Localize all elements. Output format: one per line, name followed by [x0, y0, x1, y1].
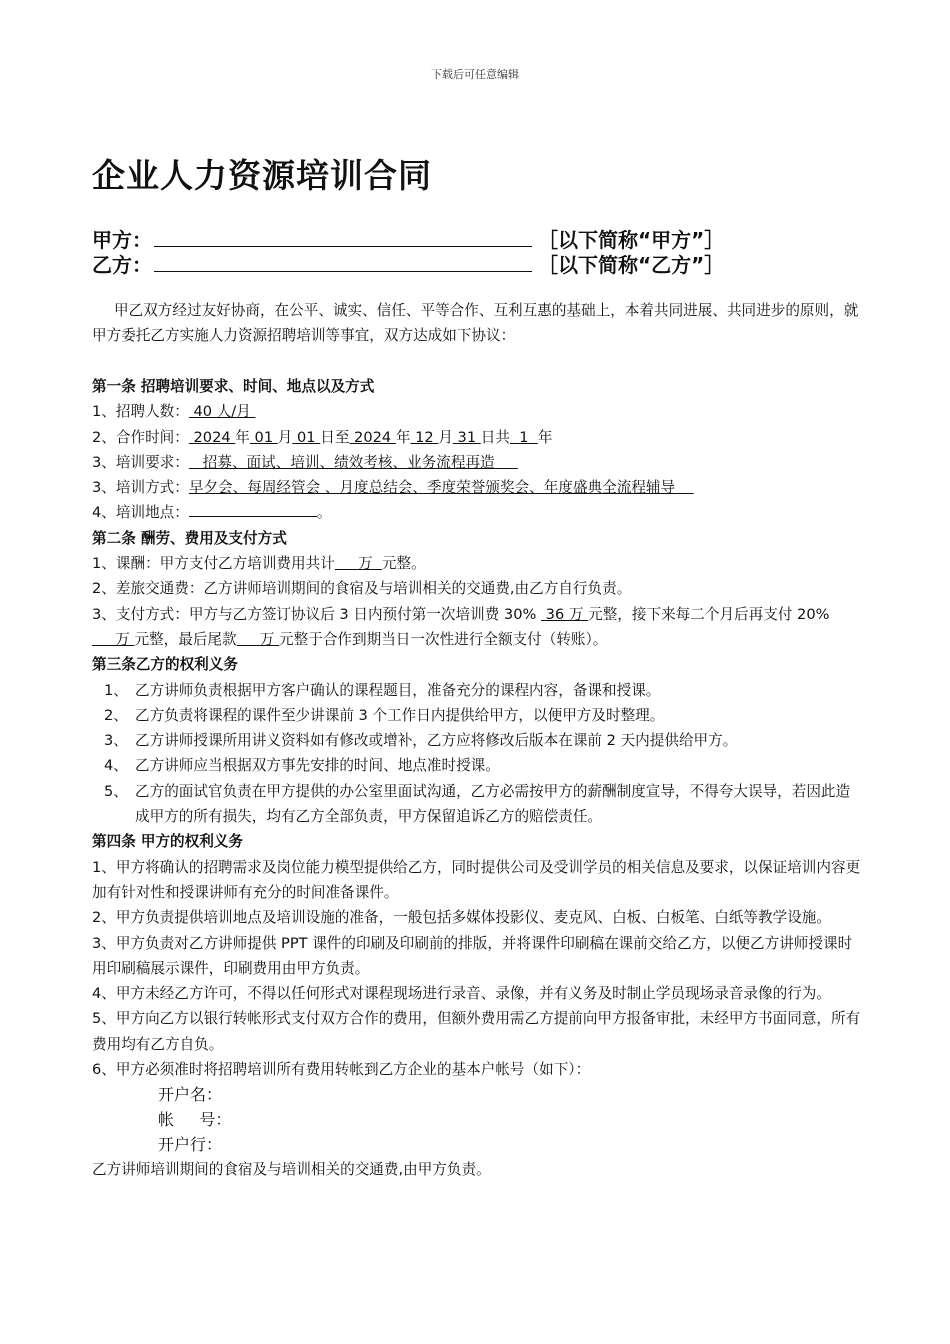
intro-paragraph: 甲乙双方经过友好协商，在公平、诚实、信任、平等合作、互利互惠的基础上，本着共同进展、共同进步的原则，就甲方委托乙方实施人力资源招聘培训等事宜，双方达成如下协议： [92, 302, 859, 345]
art3-item-num: 4、 [104, 757, 128, 775]
art1-item-5-label: 4、培训地点： [92, 504, 189, 522]
art1-item-3-label: 3、培训要求： [92, 453, 189, 471]
art3-item-text: 乙方讲师授课所用讲义资料如有修改或增补，乙方应将修改后版本在课前 2 天内提供给甲方。 [135, 732, 738, 750]
art2-item-3-b: 元整，接下来每二个月后再支付 20% [588, 605, 830, 623]
art1-item-4 [92, 475, 862, 500]
first-payment: 36 万 [541, 605, 589, 623]
art2-item-3-d: 元整于合作到期当日一次性进行全额支付（转账）。 [279, 630, 608, 648]
fee-total: 万 [334, 555, 382, 573]
art4-item: 5、甲方向乙方以银行转帐形式支付双方合作的费用，但额外费用需乙方提前向甲方报备审批，未经甲方书面同意，所有费用均有乙方自负。 [92, 1010, 861, 1053]
art3-item-text: 乙方的面试官负责在甲方提供的办公室里面试沟通，乙方必需按甲方的薪酬制度宣导，不得夸大误导，若因此造成甲方的所有损失，均有乙方全部负责，甲方保留追诉乙方的赔偿责任。 [135, 782, 851, 826]
party-a-blank[interactable] [154, 226, 532, 247]
art3-item-text: 乙方负责将课程的课件至少讲课前 3 个工作日内提供给甲方，以便甲方及时整理。 [135, 706, 665, 724]
party-b-suffix: ［以下简称“乙方”］ [538, 253, 725, 277]
contract-title: 企业人力资源培训合同 [92, 156, 432, 195]
art3-item-text: 乙方讲师应当根据双方事先安排的时间、地点准时授课。 [135, 757, 500, 775]
art2-item-1-end: 元整。 [381, 555, 426, 573]
art3-item-num: 5、 [104, 782, 128, 800]
art1-item-4-value: 早夕会、每周经管会 、月度总结会、季度荣誉颁奖会、年度盛典全流程辅导 [188, 479, 694, 497]
art4-item: 1、甲方将确认的招聘需求及岗位能力模型提供给乙方，同时提供公司及受训学员的相关信息及要求，以保证培训内容更加有针对性和授课讲师有充分的时间准备课件。 [92, 858, 861, 901]
art1-item-1 [92, 399, 862, 424]
text-month-2: 月 [438, 428, 453, 446]
art2-item-1 [92, 551, 862, 576]
art1-item-5-end: 。 [316, 504, 332, 522]
text-day-total: 日共 [480, 428, 510, 446]
duration-years: 1 [509, 428, 538, 446]
art1-item-3 [92, 450, 862, 475]
art3-item [92, 703, 862, 728]
final-payment: 万 [236, 630, 280, 648]
party-a-label: 甲方： [92, 228, 152, 252]
header-note: 下载后可任意编辑 [431, 68, 519, 81]
text-day-to: 日至 [320, 428, 350, 446]
start-day: 01 [292, 428, 321, 446]
article-1-title: 第一条 招聘培训要求、时间、地点以及方式 [92, 378, 375, 395]
art3-item [92, 678, 862, 703]
art1-item-3-value: 招募、面试、培训、绩效考核、业务流程再造 [188, 453, 518, 471]
article-1 [92, 374, 862, 1183]
end-month: 12 [410, 428, 439, 446]
training-location-blank[interactable] [189, 500, 317, 517]
art3-item-num: 1、 [104, 681, 128, 699]
art3-item [92, 779, 862, 830]
art2-item-1-text: 1、课酬：甲方支付乙方培训费用共计 [92, 555, 335, 573]
closing-line: 乙方讲师培训期间的食宿及与培训相关的交通费,由甲方负责。 [92, 1161, 491, 1179]
end-day: 31 [452, 428, 481, 446]
account-name-label: 开户名： [158, 1085, 223, 1105]
end-year: 2024 [349, 428, 396, 446]
second-payment: 万 [92, 630, 135, 648]
art4-item: 3、甲方负责对乙方讲师提供 PPT 课件的印刷及印刷前的排版，并将课件印刷稿在课前交给乙方，以便乙方讲师授课时用印刷稿展示课件，印刷费用由甲方负责。 [92, 934, 853, 977]
account-bank-label: 开户行： [158, 1135, 223, 1155]
art4-item: 6、甲方必须准时将招聘培训所有费用转帐到乙方企业的基本户帐号（如下）： [92, 1061, 591, 1079]
art4-item: 4、甲方未经乙方许可，不得以任何形式对课程现场进行录音、录像，并有义务及时制止学员现场录音录像的行为。 [92, 985, 831, 1003]
art3-item-num: 2、 [104, 706, 128, 724]
art3-item [92, 728, 862, 753]
party-b-blank[interactable] [154, 251, 532, 272]
art1-item-1-value: 40 人/月 [188, 403, 256, 421]
art4-item: 2、甲方负责提供培训地点及培训设施的准备，一般包括多媒体投影仪、麦克风、白板、白板笔、白纸等教学设施。 [92, 909, 831, 927]
art2-item-3-c: 元整，最后尾款 [134, 630, 237, 648]
text-year-3: 年 [537, 428, 553, 446]
article-4-title: 第四条 甲方的权利义务 [92, 833, 244, 851]
art3-item [92, 753, 862, 778]
party-b-label: 乙方： [92, 253, 152, 277]
text-year: 年 [235, 428, 250, 446]
art1-item-2-label: 2、合作时间： [92, 428, 189, 446]
party-b-line [92, 249, 724, 278]
art2-item-2: 2、差旅交通费：乙方讲师培训期间的食宿及与培训相关的交通费,由乙方自行负责。 [92, 580, 632, 598]
art2-item-3 [92, 602, 862, 653]
account-number-label: 帐 号： [158, 1110, 232, 1130]
party-a-suffix: ［以下简称“甲方”］ [538, 228, 725, 252]
art1-item-4-label: 3、培训方式： [92, 479, 189, 497]
art1-item-2 [92, 425, 862, 450]
art2-item-3-a: 3、支付方式：甲方与乙方签订协议后 3 日内预付第一次培训费 30% [92, 605, 542, 623]
text-year-2: 年 [395, 428, 411, 446]
art1-item-1-label: 1、招聘人数： [92, 403, 189, 421]
intro-block [92, 298, 862, 349]
start-month: 01 [249, 428, 278, 446]
article-3-title: 第三条乙方的权利义务 [92, 656, 238, 674]
article-2-title: 第二条 酬劳、费用及支付方式 [92, 529, 287, 547]
start-year: 2024 [188, 428, 236, 446]
art3-item-text: 乙方讲师负责根据甲方客户确认的课程题目，准备充分的课程内容，备课和授课。 [135, 681, 661, 699]
art1-item-5 [92, 500, 862, 525]
art3-item-num: 3、 [104, 732, 128, 750]
text-month: 月 [277, 428, 293, 446]
